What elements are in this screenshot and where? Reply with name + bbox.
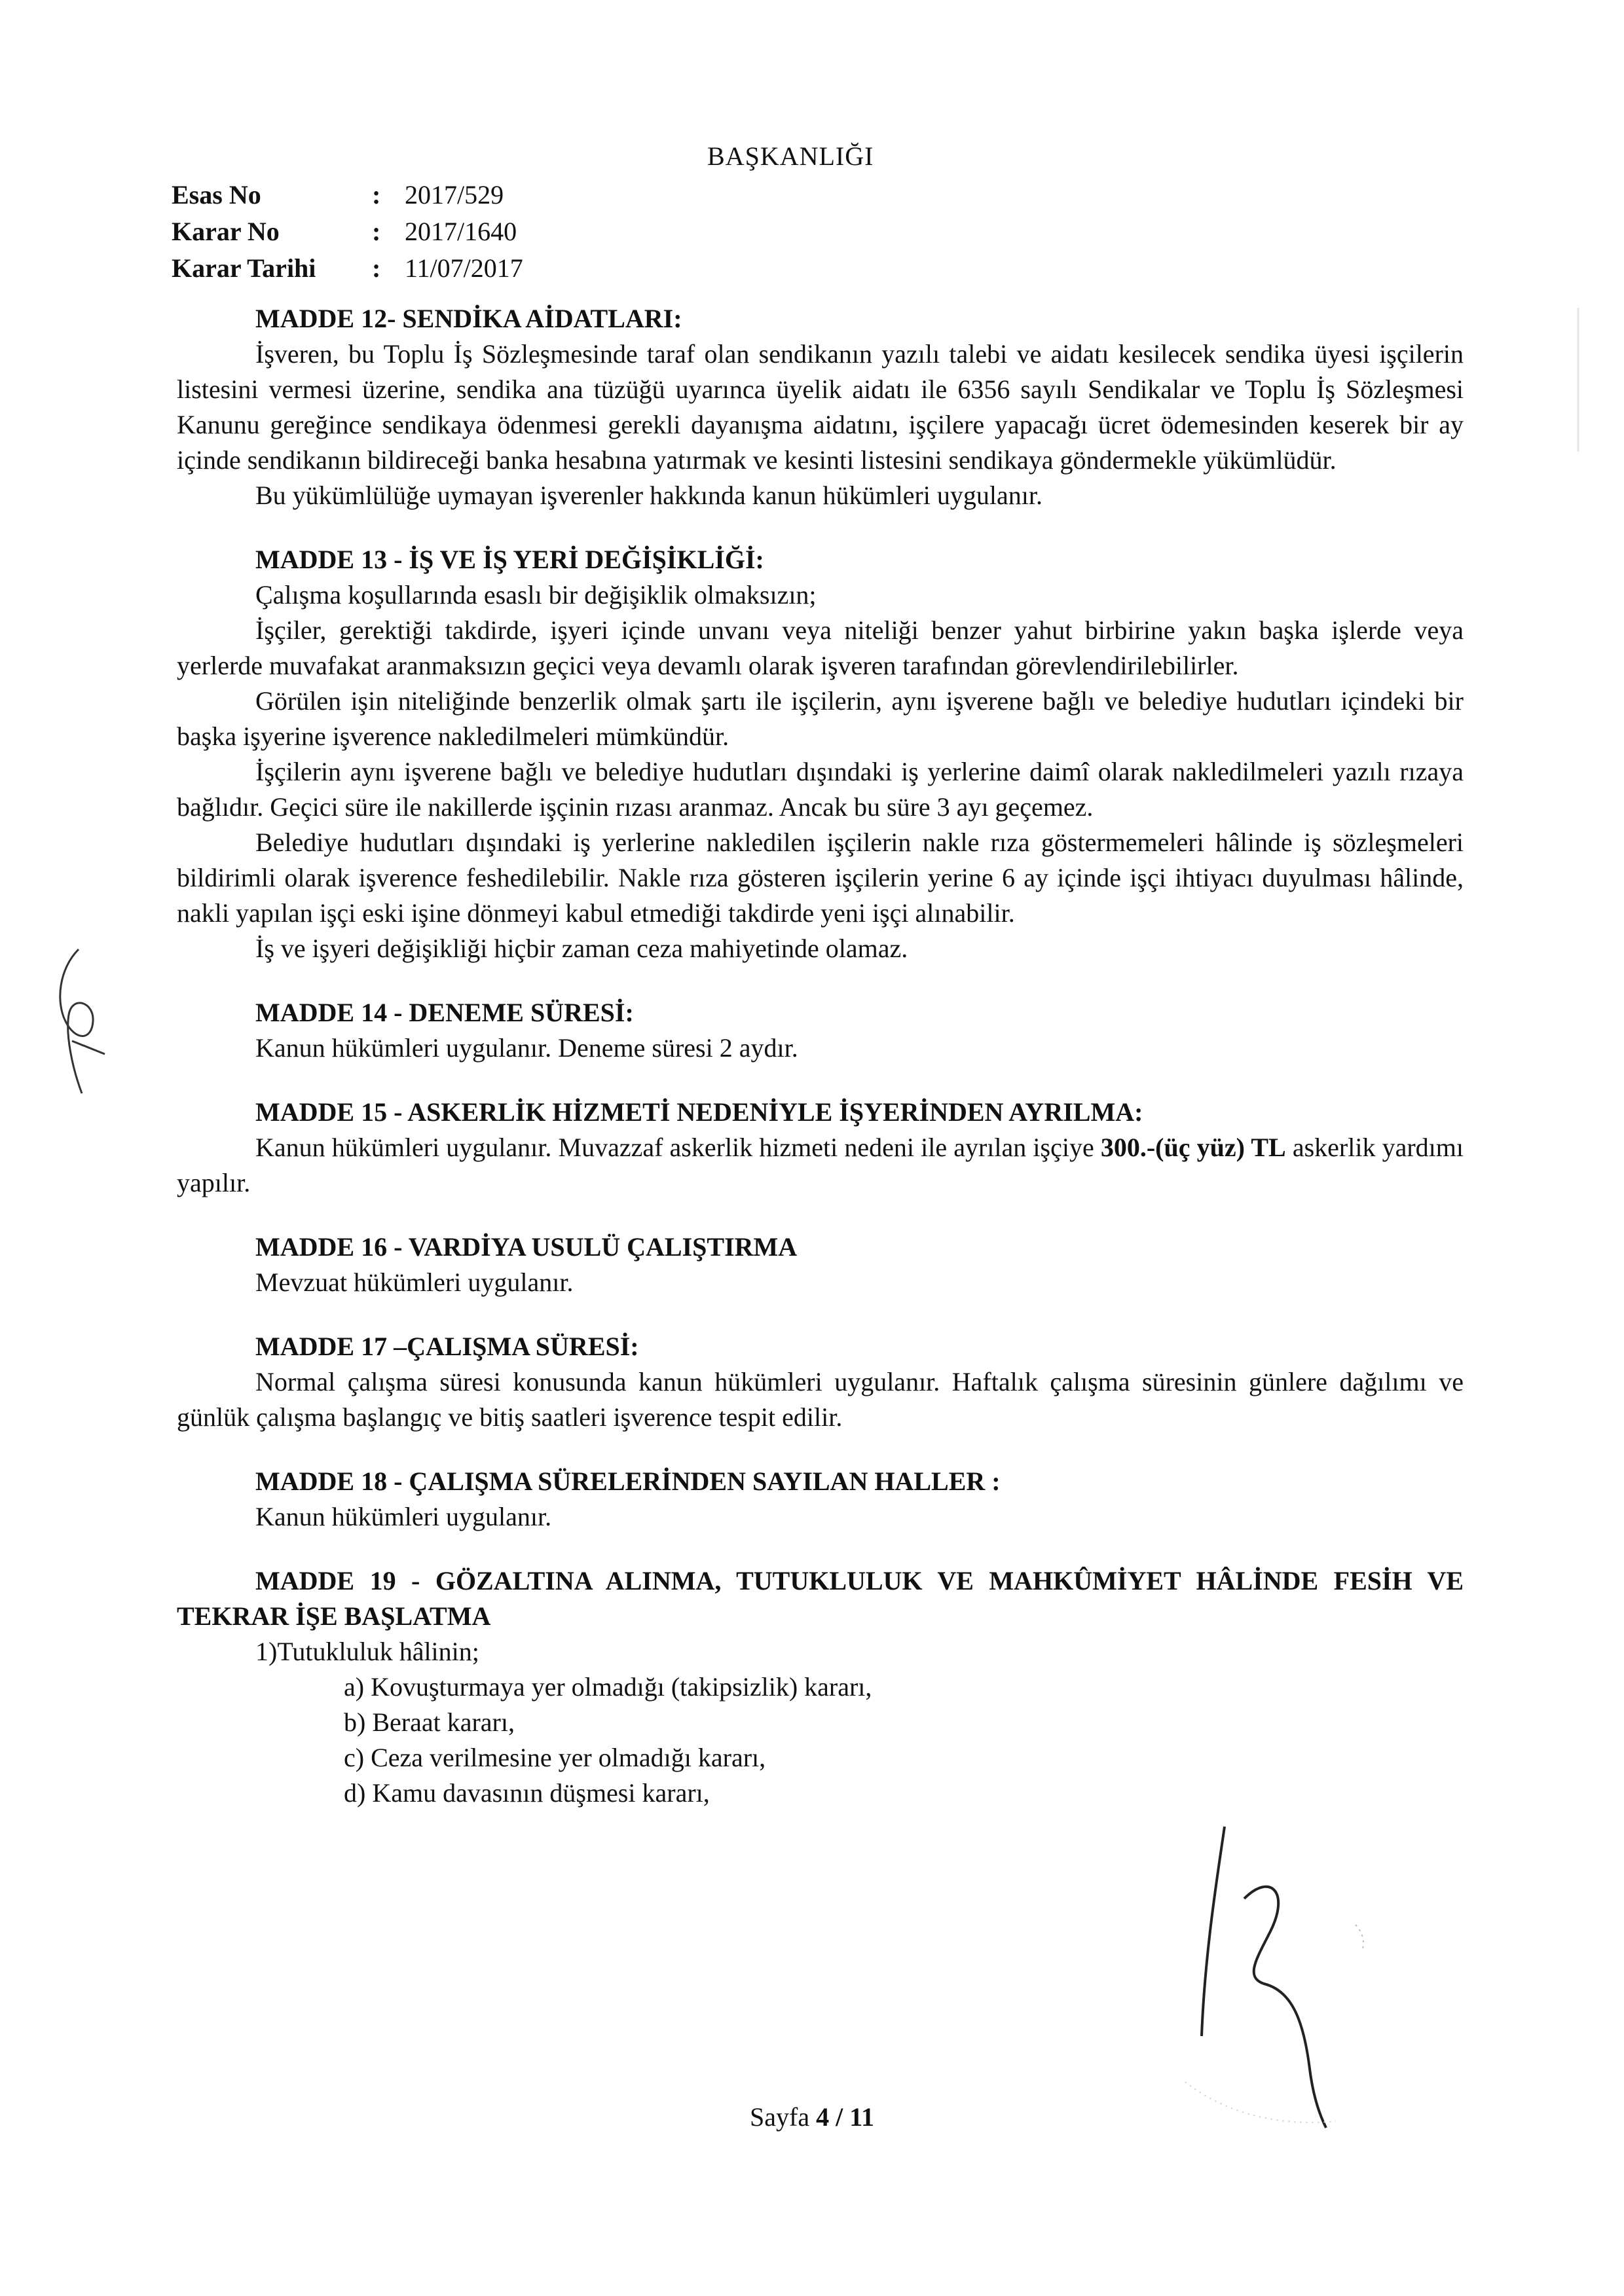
case-info-table bbox=[172, 177, 523, 287]
section-madde-16 bbox=[177, 1230, 1464, 1300]
section-heading: MADDE 14 - DENEME SÜRESİ: bbox=[255, 998, 634, 1027]
section-madde-12 bbox=[177, 301, 1464, 513]
paragraph: İşçiler, gerektiği takdirde, işyeri içinde unvanı veya niteliği benzer yahut birbirine yakın başka işlerde veya yerlerde muvafakat aranmaksızın geçici veya devamlı olarak işveren tarafından görevlendirilebilirler. bbox=[177, 615, 1464, 680]
list-item: a) Kovuşturmaya yer olmadığı (takipsizlik) kararı, bbox=[344, 1672, 872, 1702]
list-item: d) Kamu davasının düşmesi kararı, bbox=[344, 1778, 710, 1808]
faint-stamp-edge bbox=[1480, 301, 1585, 458]
section-madde-13 bbox=[177, 542, 1464, 966]
list-item: c) Ceza verilmesine yer olmadığı kararı, bbox=[344, 1743, 766, 1772]
section-heading: MADDE 17 –ÇALIŞMA SÜRESİ: bbox=[255, 1332, 639, 1361]
case-value: 2017/529 bbox=[405, 180, 504, 210]
case-separator: : bbox=[372, 217, 381, 246]
section-madde-15 bbox=[177, 1095, 1464, 1201]
section-madde-19 bbox=[177, 1563, 1464, 1811]
section-heading: MADDE 19 - GÖZALTINA ALINMA, TUTUKLULUK VE MAHKÛMİYET HÂLİNDE FESİH VE TEKRAR İŞE BAŞLATMA bbox=[177, 1566, 1464, 1631]
paragraph: 1)Tutukluluk hâlinin; bbox=[255, 1637, 479, 1666]
paragraph-text: Kanun hükümleri uygulanır. Muvazzaf askerlik hizmeti nedeni ile ayrılan işçiye bbox=[255, 1133, 1101, 1162]
case-separator: : bbox=[372, 253, 381, 283]
paragraph bbox=[177, 1130, 1464, 1201]
section-heading: MADDE 15 - ASKERLİK HİZMETİ NEDENİYLE İŞYERİNDEN AYRILMA: bbox=[255, 1097, 1143, 1127]
paragraph: Çalışma koşullarında esaslı bir değişiklik olmaksızın; bbox=[255, 580, 817, 610]
case-row-karar-tarihi bbox=[172, 250, 523, 287]
case-label: Karar Tarihi bbox=[172, 253, 316, 283]
case-separator: : bbox=[372, 180, 381, 210]
document-body bbox=[177, 301, 1464, 1840]
paragraph: İşveren, bu Toplu İş Sözleşmesinde taraf olan sendikanın yazılı talebi ve aidatı kesilecek sendika üyesi işçilerin listesini vermesi üzerine, sendika ana tüzüğü uyarınca üyelik aidatı ile 6356 sayılı Sendikalar ve Toplu İş Sözleşmesi Kanunu gereğince sendikaya ödenmesi gerekli dayanışma aidatını, işçilere yapacağı ücret ödemesinden keserek bir ay içinde sendikanın bildireceği banka hesabına yatırmak ve kesinti listesini sendikaya göndermekle yükümlüdür. bbox=[177, 339, 1464, 475]
margin-initial-mark bbox=[46, 943, 111, 1100]
paragraph: İş ve işyeri değişikliği hiçbir zaman ceza mahiyetinde olamaz. bbox=[255, 934, 908, 963]
page-number: 4 / 11 bbox=[816, 2102, 874, 2132]
case-value: 11/07/2017 bbox=[405, 253, 523, 283]
page-label: Sayfa bbox=[750, 2102, 817, 2132]
case-label: Karar No bbox=[172, 217, 280, 246]
section-madde-14 bbox=[177, 995, 1464, 1066]
list-item: b) Beraat kararı, bbox=[344, 1707, 515, 1737]
paragraph: Kanun hükümleri uygulanır. bbox=[255, 1502, 552, 1531]
section-heading: MADDE 16 - VARDİYA USULÜ ÇALIŞTIRMA bbox=[255, 1232, 798, 1262]
paragraph: Kanun hükümleri uygulanır. Deneme süresi 2 aydır. bbox=[255, 1033, 798, 1063]
case-value: 2017/1640 bbox=[405, 217, 517, 246]
paragraph: Mevzuat hükümleri uygulanır. bbox=[255, 1267, 574, 1297]
paragraph: İşçilerin aynı işverene bağlı ve belediye hudutları dışındaki iş yerlerine daimî olarak nakledilmeleri yazılı rızaya bağlıdır. Geçici süre ile nakillerde işçinin rızası aranmaz. Ancak bu süre 3 ayı geçemez. bbox=[177, 757, 1464, 822]
case-row-karar-no bbox=[172, 213, 523, 250]
section-madde-18 bbox=[177, 1464, 1464, 1535]
section-heading: MADDE 18 - ÇALIŞMA SÜRELERİNDEN SAYILAN HALLER : bbox=[255, 1467, 1001, 1496]
paragraph: Görülen işin niteliğinde benzerlik olmak şartı ile işçilerin, aynı işverene bağlı ve belediye hudutları içindeki bir başka işyerine işverence nakledilmeleri mümkündür. bbox=[177, 686, 1464, 751]
section-heading: MADDE 12- SENDİKA AİDATLARI: bbox=[255, 304, 682, 333]
paragraph: Bu yükümlülüğe uymayan işverenler hakkında kanun hükümleri uygulanır. bbox=[255, 481, 1043, 510]
document-header-title: BAŞKANLIĞI bbox=[707, 141, 874, 171]
paragraph-text: askerlik yardımı yapılır. bbox=[177, 1133, 1464, 1197]
case-row-esas-no bbox=[172, 177, 523, 213]
allowance-amount: 300.-(üç yüz) TL bbox=[1100, 1133, 1286, 1162]
handwritten-signature-mark bbox=[1139, 1820, 1441, 2134]
case-label: Esas No bbox=[172, 180, 261, 210]
section-heading: MADDE 13 - İŞ VE İŞ YERİ DEĞİŞİKLİĞİ: bbox=[255, 545, 764, 574]
section-madde-17 bbox=[177, 1329, 1464, 1435]
paragraph: Belediye hudutları dışındaki iş yerlerine nakledilen işçilerin nakle rıza göstermemeleri hâlinde iş sözleşmeleri bildirimli olarak işverence feshedilebilir. Nakle rıza gösteren işçilerin yerine 6 ay içinde işçi ihtiyacı duyulması hâlinde, nakli yapılan işçi eski işine dönmeyi kabul etmediği takdirde yeni işçi alınabilir. bbox=[177, 828, 1464, 928]
paragraph: Normal çalışma süresi konusunda kanun hükümleri uygulanır. Haftalık çalışma süresinin günlere dağılımı ve günlük çalışma başlangıç ve bitiş saatleri işverence tespit edilir. bbox=[177, 1367, 1464, 1432]
